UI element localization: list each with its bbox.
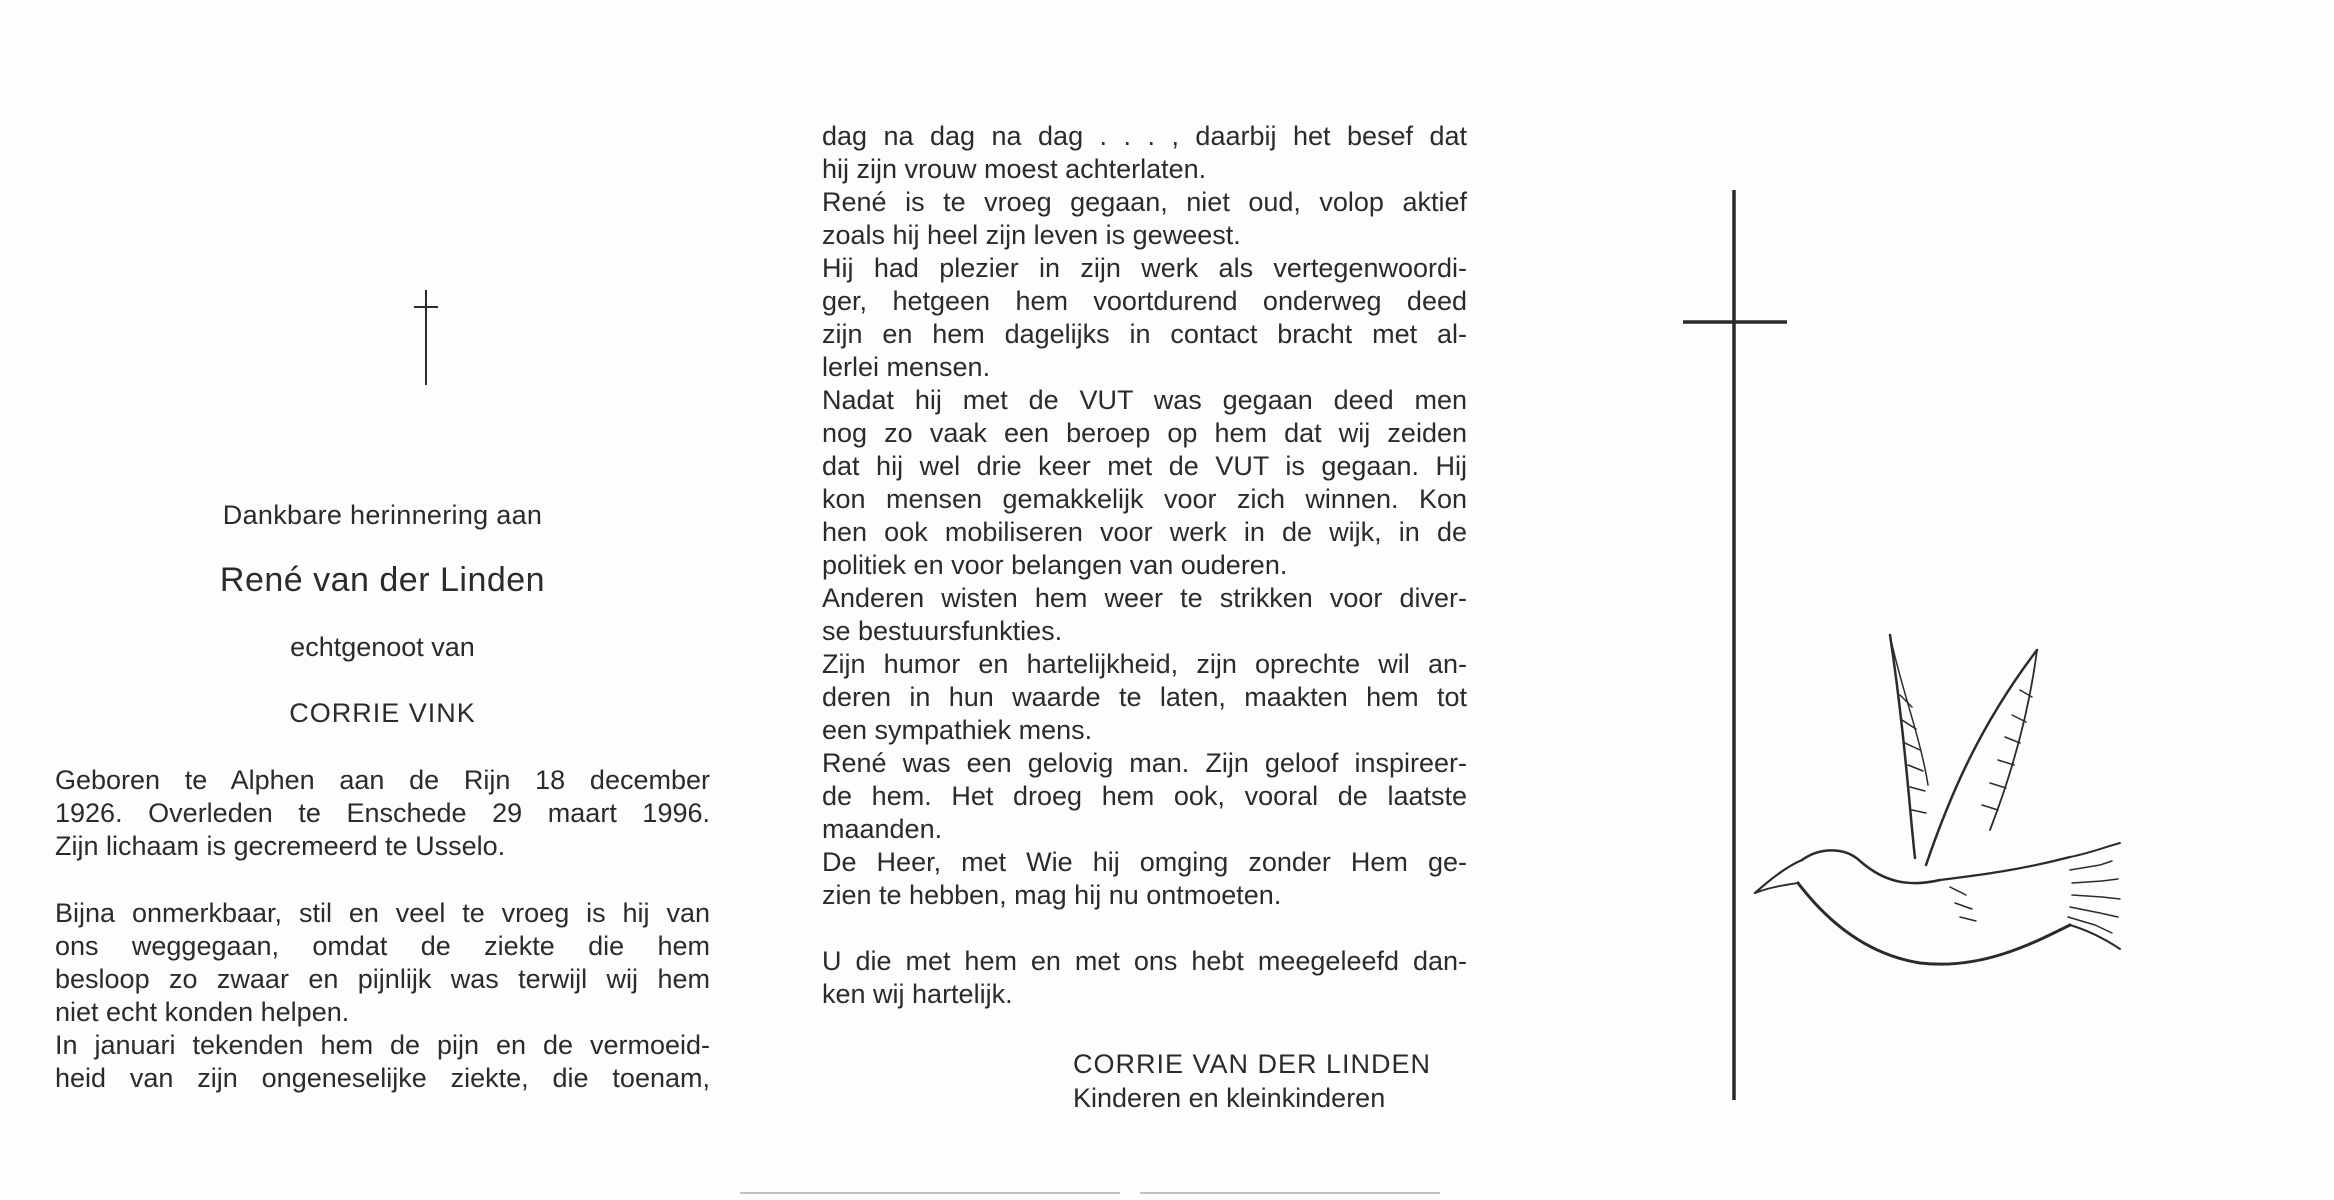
text-line: kon mensen gemakkelijk voor zich winnen. Kon — [822, 484, 1467, 514]
text-line: Bijna onmerkbaar, stil en veel te vroeg is hij van — [55, 898, 710, 928]
text-line: dat hij wel drie keer met de VUT is gegaan. Hij — [822, 451, 1467, 481]
text-line: ons weggegaan, omdat de ziekte die hem — [55, 931, 710, 961]
signature-block — [1073, 1047, 1431, 1115]
text-line: hen ook mobiliseren voor werk in de wijk, in de — [822, 517, 1467, 547]
birth-death-paragraph — [55, 764, 710, 863]
text-line: ger, hetgeen hem voortdurend onderweg deed — [822, 286, 1467, 316]
text-line: niet echt konden helpen. — [55, 997, 350, 1027]
text-line: U die met hem en met ons hebt meegeleefd dan- — [822, 946, 1467, 976]
text-line: een sympathiek mens. — [822, 715, 1093, 745]
text-line: Zijn lichaam is gecremeerd te Usselo. — [55, 831, 506, 861]
text-line: zijn en hem dagelijks in contact bracht met al- — [822, 319, 1467, 349]
scan-artifact-line — [1140, 1192, 1440, 1194]
scan-artifact-line — [740, 1192, 1120, 1194]
text-line: se bestuursfunkties. — [822, 616, 1063, 646]
text-line: politiek en voor belangen van ouderen. — [822, 550, 1288, 580]
text-line: René is te vroeg gegaan, niet oud, volop aktief — [822, 187, 1467, 217]
left-column — [55, 0, 710, 1200]
text-line: deren in hun waarde te laten, maakten hem tot — [822, 682, 1467, 712]
text-line: 1926. Overleden te Enschede 29 maart 1996. — [55, 798, 710, 828]
text-line: nog zo vaak een beroep op hem dat wij zeiden — [822, 418, 1467, 448]
text-line: besloop zo zwaar en pijnlijk was terwijl wij hem — [55, 964, 710, 994]
text-line: zoals hij heel zijn leven is geweest. — [822, 220, 1241, 250]
text-line: maanden. — [822, 814, 943, 844]
deceased-name: René van der Linden — [219, 561, 546, 599]
text-line: ken wij hartelijk. — [822, 979, 1013, 1009]
spouse-name: CORRIE VINK — [289, 698, 476, 728]
signature-name: CORRIE VAN DER LINDEN — [1073, 1049, 1432, 1079]
text-line: De Heer, met Wie hij omging zonder Hem ge- — [822, 847, 1467, 877]
middle-column — [822, 120, 1467, 1011]
spacer — [822, 912, 1467, 945]
text-line: Geboren te Alphen aan de Rijn 18 december — [55, 765, 710, 795]
text-line: lerlei mensen. — [822, 352, 991, 382]
dove-icon — [1750, 625, 2130, 970]
text-line: hij zijn vrouw moest achterlaten. — [822, 154, 1207, 184]
signature-family: Kinderen en kleinkinderen — [1073, 1083, 1386, 1113]
text-line: heid van zijn ongeneselijke ziekte, die toenam, — [55, 1063, 710, 1093]
text-line: zien te hebben, mag hij nu ontmoeten. — [822, 880, 1282, 910]
text-line: dag na dag na dag . . . , daarbij het besef dat — [822, 121, 1467, 151]
text-line: René was een gelovig man. Zijn geloof inspireer- — [822, 748, 1467, 778]
spouse-label: echtgenoot van — [290, 632, 475, 662]
cross-icon — [411, 290, 441, 385]
text-line: In januari tekenden hem de pijn en de vermoeid- — [55, 1030, 710, 1060]
intro-text: Dankbare herinnering aan — [222, 500, 543, 530]
memory-paragraph — [55, 897, 710, 1095]
text-line: Zijn humor en hartelijkheid, zijn oprechte wil an- — [822, 649, 1467, 679]
text-line: de hem. Het droeg hem ook, vooral de laatste — [822, 781, 1467, 811]
text-line: Nadat hij met de VUT was gegaan deed men — [822, 385, 1467, 415]
text-line: Anderen wisten hem weer te strikken voor diver- — [822, 583, 1467, 613]
text-line: Hij had plezier in zijn werk als vertegenwoordi- — [822, 253, 1467, 283]
